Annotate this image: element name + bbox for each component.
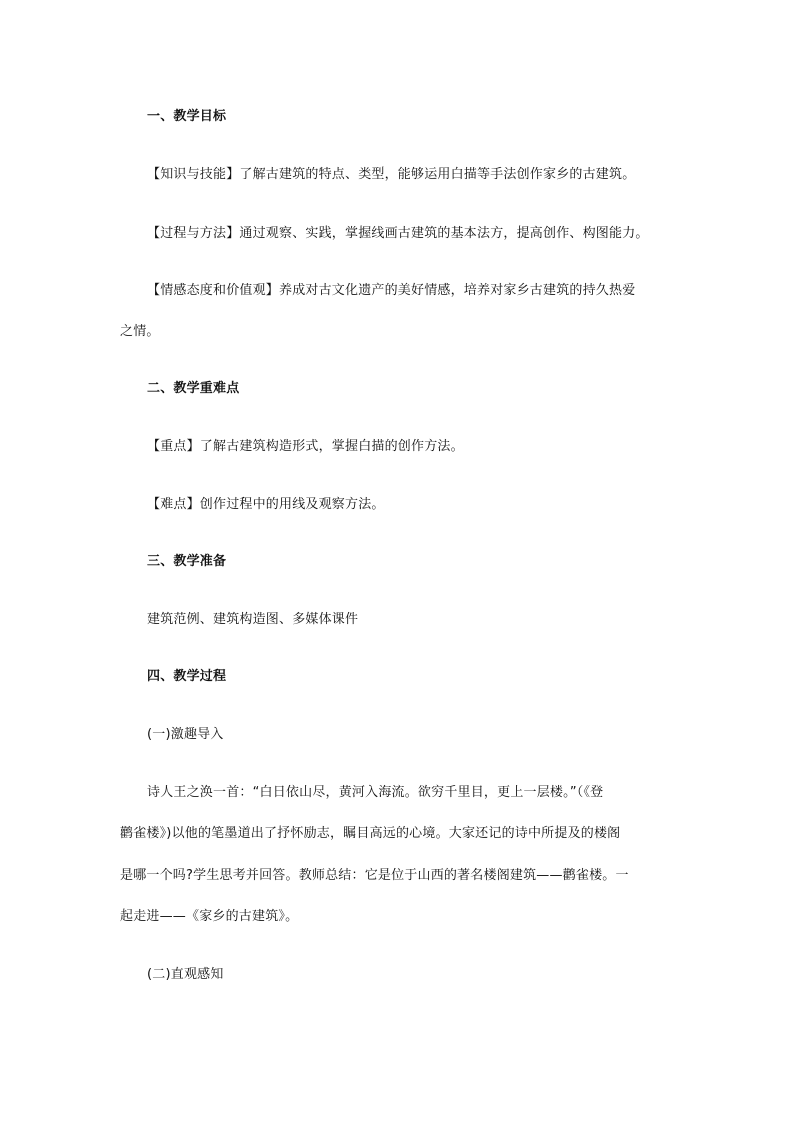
heading-teaching-procedure: 四、教学过程 xyxy=(147,669,227,684)
goal-process-methods: 【过程与方法】通过观察、实践，掌握线画古建筑的基本法方，提高创作、构图能力。 xyxy=(147,226,649,241)
heading-teaching-goals: 一、教学目标 xyxy=(147,109,227,124)
step1-paragraph-line2: 鹳雀楼》)以他的笔墨道出了抒怀励志，瞩目高远的心境。大家还记的诗中所提及的楼阁 xyxy=(120,826,621,841)
step1-paragraph-line1: 诗人王之涣一首：“白日依山尽，黄河入海流。欲穷千里目，更上一层楼。”（《登 xyxy=(147,785,604,800)
goal-knowledge-skills: 【知识与技能】了解古建筑的特点、类型，能够运用白描等手法创作家乡的古建筑。 xyxy=(147,167,636,182)
heading-teaching-preparation: 三、教学准备 xyxy=(147,554,227,569)
heading-key-difficult-points: 二、教学重难点 xyxy=(147,381,240,396)
step1-title: (一)激趣导入 xyxy=(147,727,224,742)
goal-emotion-values-line2: 之情。 xyxy=(120,324,160,339)
preparation-materials: 建筑范例、建筑构造图、多媒体课件 xyxy=(147,612,359,627)
step1-paragraph-line4: 起走进——《家乡的古建筑》。 xyxy=(120,909,299,924)
difficult-point: 【难点】创作过程中的用线及观察方法。 xyxy=(147,497,385,512)
step1-paragraph-line3: 是哪一个吗?学生思考并回答。教师总结：它是位于山西的著名楼阁建筑——鹳雀楼。一 xyxy=(120,868,629,883)
goal-emotion-values-line1: 【情感态度和价值观】养成对古文化遗产的美好情感，培养对家乡古建筑的持久热爱 xyxy=(147,283,636,298)
step2-title: (二)直观感知 xyxy=(147,967,224,982)
key-point: 【重点】了解古建筑构造形式，掌握白描的创作方法。 xyxy=(147,439,464,454)
